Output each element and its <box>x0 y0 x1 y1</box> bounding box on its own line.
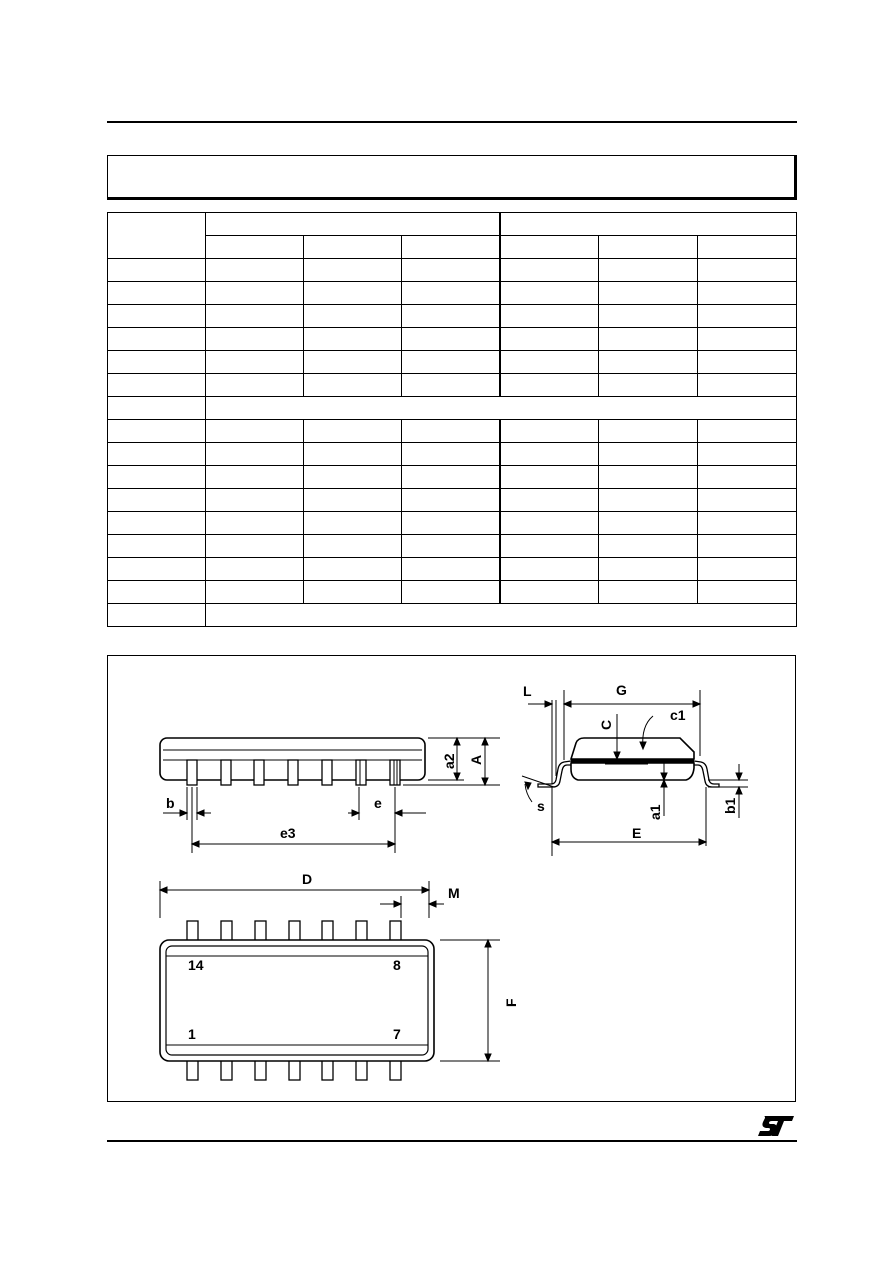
label-A: A <box>468 754 484 765</box>
arrowhead <box>564 701 571 707</box>
dimension-value-cell <box>698 443 797 466</box>
package-drawing-box <box>107 655 796 1102</box>
dimension-value-cell <box>599 558 698 581</box>
dimension-span-cell <box>206 397 797 420</box>
dimension-value-cell <box>402 443 500 466</box>
dimension-value-cell <box>698 581 797 604</box>
dimension-value-cell <box>698 282 797 305</box>
title-box <box>107 155 797 200</box>
lead <box>322 921 333 941</box>
dimension-value-cell <box>698 374 797 397</box>
dimension-symbol-cell <box>108 512 206 535</box>
label-G: G <box>616 682 627 698</box>
arrowhead <box>736 773 742 780</box>
st-logo-icon <box>758 1114 796 1138</box>
dimension-value-cell <box>206 351 304 374</box>
dimension-value-cell <box>402 351 500 374</box>
dimension-symbol-cell <box>108 420 206 443</box>
end-view <box>522 682 748 856</box>
label-s: s <box>537 798 545 814</box>
dimension-symbol-cell <box>108 558 206 581</box>
pin-1-label: 1 <box>188 1026 196 1042</box>
dimension-value-cell <box>304 374 402 397</box>
subheader-cell <box>304 236 402 259</box>
dimension-value-cell <box>206 443 304 466</box>
dimension-value-cell <box>304 535 402 558</box>
subheader-cell <box>698 236 797 259</box>
dimension-value-cell <box>599 489 698 512</box>
dimensions-table <box>107 212 797 627</box>
dimension-value-cell <box>500 328 599 351</box>
dimension-value-cell <box>599 581 698 604</box>
label-e3: e3 <box>280 825 296 841</box>
dimension-value-cell <box>500 466 599 489</box>
bottom-leads <box>187 1060 401 1080</box>
label-a2: a2 <box>441 753 457 769</box>
dimension-value-cell <box>500 282 599 305</box>
arrowhead <box>482 778 488 785</box>
pin-7-label: 7 <box>393 1026 401 1042</box>
dimension-value-cell <box>402 259 500 282</box>
label-b: b <box>166 795 175 811</box>
dimension-span-cell <box>206 604 797 627</box>
arrowhead <box>352 810 359 816</box>
dimension-value-cell <box>500 489 599 512</box>
dimension-value-cell <box>500 351 599 374</box>
pin-14-label: 14 <box>188 957 204 973</box>
arrowhead <box>429 901 436 907</box>
dimension-value-cell <box>206 305 304 328</box>
dimension-value-cell <box>599 259 698 282</box>
dimension-value-cell <box>402 282 500 305</box>
lead <box>356 1060 367 1080</box>
dimension-value-cell <box>304 443 402 466</box>
dimension-value-cell <box>500 420 599 443</box>
subheader-cell <box>500 236 599 259</box>
arrowhead <box>482 738 488 745</box>
pitch-dimensions <box>163 787 426 853</box>
arrowhead <box>395 810 402 816</box>
dimension-symbol-cell <box>108 581 206 604</box>
dimension-value-cell <box>599 328 698 351</box>
dimension-value-cell <box>698 420 797 443</box>
arrowhead <box>180 810 187 816</box>
dimension-value-cell <box>500 512 599 535</box>
end-body-bottom <box>571 763 694 780</box>
lead <box>187 1060 198 1080</box>
arrowhead <box>192 841 199 847</box>
lead <box>187 921 198 941</box>
label-L: L <box>523 683 532 699</box>
arrowhead <box>552 839 559 845</box>
end-body-top <box>571 738 694 759</box>
dimension-value-cell <box>304 305 402 328</box>
dimension-value-cell <box>304 351 402 374</box>
right-gull-wing-lead <box>694 761 719 787</box>
arrowhead <box>388 841 395 847</box>
arrowhead <box>454 773 460 780</box>
lead <box>221 921 232 941</box>
lead <box>221 760 231 785</box>
header-rule <box>107 121 797 123</box>
arrowhead <box>394 901 401 907</box>
subheader-cell <box>402 236 500 259</box>
dimension-value-cell <box>304 420 402 443</box>
dimension-value-cell <box>402 512 500 535</box>
lead <box>255 921 266 941</box>
dimension-symbol-cell <box>108 466 206 489</box>
pin-8-label: 8 <box>393 957 401 973</box>
dimension-value-cell <box>402 420 500 443</box>
dimension-value-cell <box>402 558 500 581</box>
dimension-symbol-cell <box>108 443 206 466</box>
dimension-value-cell <box>698 489 797 512</box>
lead <box>390 921 401 941</box>
dimension-symbol-cell <box>108 351 206 374</box>
dimension-value-cell <box>500 305 599 328</box>
dimension-value-cell <box>698 259 797 282</box>
dimension-value-cell <box>500 558 599 581</box>
dimension-value-cell <box>698 512 797 535</box>
label-C: C <box>598 719 614 730</box>
label-M: M <box>448 885 460 901</box>
lead <box>390 760 400 785</box>
arrowhead <box>422 887 429 893</box>
dimension-symbol-cell <box>108 489 206 512</box>
lead <box>289 921 300 941</box>
arrowhead <box>736 787 742 794</box>
dimension-value-cell <box>206 259 304 282</box>
dimension-value-cell <box>304 581 402 604</box>
dimension-value-cell <box>402 374 500 397</box>
dimension-value-cell <box>304 282 402 305</box>
side-view-long <box>160 738 500 853</box>
dimension-symbol-cell <box>108 397 206 420</box>
dimension-value-cell <box>402 535 500 558</box>
package-drawing <box>108 656 795 1101</box>
dimension-symbol-cell <box>108 374 206 397</box>
lead <box>288 760 298 785</box>
label-e: e <box>374 795 382 811</box>
lead <box>322 1060 333 1080</box>
lead <box>289 1060 300 1080</box>
dimension-value-cell <box>206 466 304 489</box>
lead <box>221 1060 232 1080</box>
dimension-value-cell <box>500 443 599 466</box>
dimension-value-cell <box>206 282 304 305</box>
dimension-value-cell <box>402 489 500 512</box>
dimension-value-cell <box>500 374 599 397</box>
arrowhead <box>485 940 491 947</box>
dimension-value-cell <box>304 512 402 535</box>
top-view <box>160 871 519 1080</box>
arrowhead <box>454 738 460 745</box>
arrowhead <box>545 701 552 707</box>
dimension-value-cell <box>500 581 599 604</box>
dimension-value-cell <box>304 558 402 581</box>
dimension-value-cell <box>599 282 698 305</box>
dimension-value-cell <box>698 535 797 558</box>
dimension-value-cell <box>599 443 698 466</box>
lead <box>254 760 264 785</box>
arrowhead <box>699 839 706 845</box>
dimension-value-cell <box>698 351 797 374</box>
label-D: D <box>302 871 313 887</box>
dimension-symbol-cell <box>108 604 206 627</box>
dimension-value-cell <box>206 420 304 443</box>
dimension-value-cell <box>599 351 698 374</box>
label-a1: a1 <box>647 804 663 820</box>
header-inch-cell <box>500 213 797 236</box>
dimension-value-cell <box>599 512 698 535</box>
dimension-value-cell <box>698 305 797 328</box>
dimension-value-cell <box>402 466 500 489</box>
label-b1: b1 <box>722 797 738 814</box>
dimension-symbol-cell <box>108 305 206 328</box>
dimension-value-cell <box>500 535 599 558</box>
dimension-value-cell <box>206 374 304 397</box>
dimension-symbol-cell <box>108 282 206 305</box>
dimension-value-cell <box>206 558 304 581</box>
top-leads <box>187 921 401 941</box>
lead <box>187 760 197 785</box>
dimension-value-cell <box>402 328 500 351</box>
arrowhead <box>485 1054 491 1061</box>
dimension-value-cell <box>402 581 500 604</box>
dimension-value-cell <box>698 466 797 489</box>
dimension-value-cell <box>698 328 797 351</box>
subheader-cell <box>206 236 304 259</box>
dimension-value-cell <box>206 328 304 351</box>
dimension-value-cell <box>206 581 304 604</box>
dimension-value-cell <box>599 466 698 489</box>
dimension-value-cell <box>304 328 402 351</box>
dimension-symbol-cell <box>108 535 206 558</box>
dimension-symbol-cell <box>108 259 206 282</box>
dimension-value-cell <box>304 489 402 512</box>
dimension-value-cell <box>206 489 304 512</box>
lead <box>356 921 367 941</box>
lead <box>255 1060 266 1080</box>
arrowhead <box>693 701 700 707</box>
label-F: F <box>503 998 519 1007</box>
dimension-value-cell <box>599 305 698 328</box>
label-c1: c1 <box>670 707 686 723</box>
arrowhead <box>160 887 167 893</box>
subheader-cell <box>599 236 698 259</box>
arrowhead <box>197 810 204 816</box>
dimension-value-cell <box>698 558 797 581</box>
dimension-symbol-cell <box>108 328 206 351</box>
footer-rule <box>107 1140 797 1142</box>
dimension-value-cell <box>599 535 698 558</box>
header-dim-cell <box>108 213 206 259</box>
lead <box>322 760 332 785</box>
dimension-value-cell <box>599 374 698 397</box>
lead <box>390 1060 401 1080</box>
dimension-value-cell <box>206 535 304 558</box>
dimension-value-cell <box>599 420 698 443</box>
lead <box>356 760 366 785</box>
dimension-value-cell <box>304 259 402 282</box>
end-body-parting-line <box>571 759 694 763</box>
dimension-value-cell <box>402 305 500 328</box>
label-E: E <box>632 825 642 841</box>
dimension-value-cell <box>206 512 304 535</box>
header-mm-cell <box>206 213 500 236</box>
dimension-value-cell <box>500 259 599 282</box>
dimension-value-cell <box>304 466 402 489</box>
